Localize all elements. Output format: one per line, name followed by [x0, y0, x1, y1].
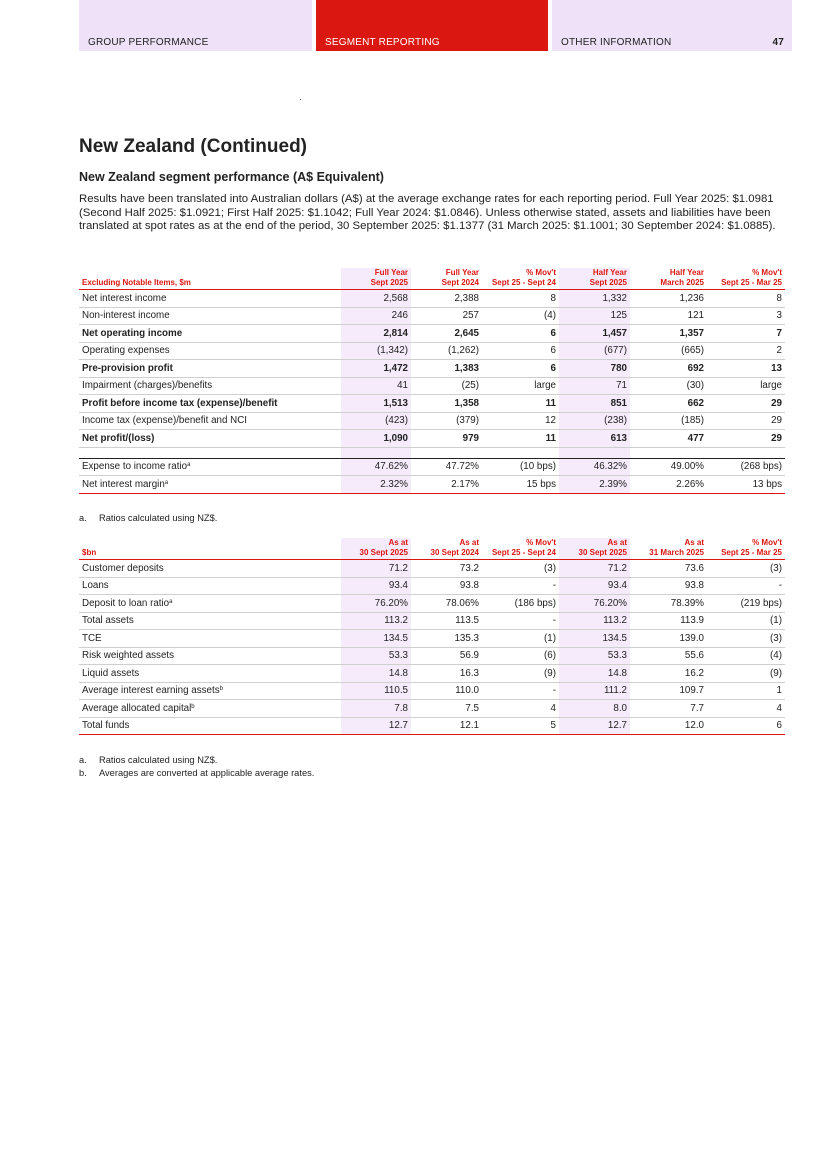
table-cell: 41	[341, 377, 411, 395]
footnote: a. Ratios calculated using NZ$.	[79, 513, 218, 523]
table-cell: 1	[707, 682, 785, 700]
table-cell: 7.5	[411, 700, 482, 718]
table-row	[79, 377, 785, 395]
row-label: Loans	[79, 577, 341, 595]
table-cell: (4)	[707, 647, 785, 665]
table-cell: (186 bps)	[482, 595, 559, 613]
table-row	[79, 717, 785, 735]
table-cell: (10 bps)	[482, 458, 559, 476]
row-label: Net interest income	[79, 290, 341, 308]
table-cell: 7.7	[630, 700, 707, 718]
table-cell: (379)	[411, 412, 482, 430]
tab-segment-reporting[interactable]	[316, 0, 548, 51]
table-cell: 6	[707, 717, 785, 735]
table-row	[79, 665, 785, 683]
table-cell: 53.3	[341, 647, 411, 665]
table-cell: 13 bps	[707, 476, 785, 494]
table-cell: 851	[559, 395, 630, 413]
table-cell: (238)	[559, 412, 630, 430]
table-cell: (268 bps)	[707, 458, 785, 476]
row-label: Non-interest income	[79, 307, 341, 325]
intro-paragraph: Results have been translated into Australian dollars (A$) at the average exchange rates for each reporting period. Full Year 2025: $1.0981 (Second Half 2025: $1.0921; First Half 2025: $1.1042; Full Year 2024: $1.0846). Unless otherwise stated, assets and liabilities have been translated at spot rates as at the end of the period, 30 September 2025: $1.1377 (31 March 2025: $1.1001; 30 September 2024: $1.0885).	[79, 193, 776, 233]
row-label: Pre-provision profit	[79, 360, 341, 378]
table-cell: 2.39%	[559, 476, 630, 494]
table1-footnotes	[79, 512, 217, 525]
table-cell: 1,383	[411, 360, 482, 378]
table-cell: 1,236	[630, 290, 707, 308]
table-cell: (1,342)	[341, 342, 411, 360]
table-cell: large	[482, 377, 559, 395]
table-cell: 4	[707, 700, 785, 718]
table-row	[79, 612, 785, 630]
table-cell: 13	[707, 360, 785, 378]
col-header: % Mov't Sept 25 - Mar 25	[721, 268, 782, 287]
table-cell: 6	[482, 325, 559, 343]
table-cell: -	[482, 612, 559, 630]
table-row	[79, 395, 785, 413]
table-cell: 16.3	[411, 665, 482, 683]
table-cell: 1,357	[630, 325, 707, 343]
table-cell: 135.3	[411, 630, 482, 648]
table-cell: (1)	[482, 630, 559, 648]
table-cell: 1,358	[411, 395, 482, 413]
table-row	[79, 700, 785, 718]
table-cell: (3)	[707, 630, 785, 648]
table-cell: 76.20%	[559, 595, 630, 613]
separator-row	[79, 447, 785, 458]
table-cell: (665)	[630, 342, 707, 360]
row-label: Average interest earning assets$^b$	[79, 682, 341, 700]
table-row	[79, 342, 785, 360]
table-cell: 113.9	[630, 612, 707, 630]
table-cell: 73.6	[630, 560, 707, 578]
table-cell: 8	[482, 290, 559, 308]
table-cell: (1)	[707, 612, 785, 630]
table-cell: 780	[559, 360, 630, 378]
table-cell: 12.1	[411, 717, 482, 735]
table-cell: 12	[482, 412, 559, 430]
table-cell: 55.6	[630, 647, 707, 665]
tab-label: OTHER INFORMATION	[561, 37, 672, 48]
footnote: b. Averages are converted at applicable average rates.	[79, 767, 315, 778]
row-label: Risk weighted assets	[79, 647, 341, 665]
table-cell: 979	[411, 430, 482, 448]
table-cell: 78.39%	[630, 595, 707, 613]
table-cell: (1,262)	[411, 342, 482, 360]
table-cell: 662	[630, 395, 707, 413]
table-cell: (3)	[707, 560, 785, 578]
table-cell: 93.8	[630, 577, 707, 595]
table-cell: 110.0	[411, 682, 482, 700]
table-cell: 11	[482, 395, 559, 413]
table-cell: 71.2	[559, 560, 630, 578]
table-cell: 29	[707, 430, 785, 448]
table-cell: 1,457	[559, 325, 630, 343]
row-label: Operating expenses	[79, 342, 341, 360]
col-header: % Mov't Sept 25 - Sept 24	[491, 538, 556, 557]
table-cell: (9)	[482, 665, 559, 683]
table-cell: 12.0	[630, 717, 707, 735]
table-cell: -	[482, 577, 559, 595]
row-label: Income tax (expense)/benefit and NCI	[79, 412, 341, 430]
row-label: Net profit/(loss)	[79, 430, 341, 448]
table-cell: (30)	[630, 377, 707, 395]
table-cell: 47.62%	[341, 458, 411, 476]
col-header: % Mov't Sept 25 - Mar 25	[721, 538, 782, 557]
table-cell: 134.5	[559, 630, 630, 648]
table-cell: 71.2	[341, 560, 411, 578]
row-label: Deposit to loan ratio$^a$	[79, 595, 341, 613]
footnote: a. Ratios calculated using NZ$.	[79, 755, 218, 765]
table-cell: 2.32%	[341, 476, 411, 494]
row-label: TCE	[79, 630, 341, 648]
table-cell: (677)	[559, 342, 630, 360]
col-header: As at 30 Sept 2025	[341, 538, 411, 560]
tab-label: SEGMENT REPORTING	[325, 37, 440, 48]
table-cell: 121	[630, 307, 707, 325]
row-label: Total funds	[79, 717, 341, 735]
table-cell: 6	[482, 360, 559, 378]
table-cell: 113.2	[341, 612, 411, 630]
table-cell: 47.72%	[411, 458, 482, 476]
row-label: Expense to income ratio$^a$	[79, 458, 341, 476]
table-cell: 46.32%	[559, 458, 630, 476]
table-cell: 109.7	[630, 682, 707, 700]
row-label: Liquid assets	[79, 665, 341, 683]
tab-group-performance[interactable]	[79, 0, 312, 51]
col-header: Half Year Sept 2025	[559, 268, 630, 290]
table-cell: 257	[411, 307, 482, 325]
table2-footnotes	[79, 754, 314, 779]
page-title: New Zealand (Continued)	[79, 136, 307, 157]
table-cell: 246	[341, 307, 411, 325]
table-cell: 2,645	[411, 325, 482, 343]
col-header: Full Year Sept 2025	[341, 268, 411, 290]
table-row	[79, 560, 785, 578]
row-label: Average allocated capital$^b$	[79, 700, 341, 718]
table-cell: (25)	[411, 377, 482, 395]
row-label: Profit before income tax (expense)/benefit	[79, 395, 341, 413]
table-header-row	[79, 268, 785, 290]
table-cell: 11	[482, 430, 559, 448]
table-cell: 4	[482, 700, 559, 718]
table-row	[79, 476, 785, 494]
table-cell: 7	[707, 325, 785, 343]
table-cell: 613	[559, 430, 630, 448]
table-cell: large	[707, 377, 785, 395]
table-cell: 12.7	[559, 717, 630, 735]
table-row	[79, 682, 785, 700]
table-row	[79, 325, 785, 343]
table-cell: 93.4	[559, 577, 630, 595]
table-cell: 110.5	[341, 682, 411, 700]
table-cell: 139.0	[630, 630, 707, 648]
header-label: Excluding Notable Items, $m	[82, 277, 191, 287]
table-cell: 8.0	[559, 700, 630, 718]
col-header: % Mov't Sept 25 - Sept 24	[491, 268, 556, 287]
balance-sheet-table	[79, 538, 785, 735]
table-row	[79, 577, 785, 595]
col-header: As at 31 March 2025	[649, 538, 704, 557]
table-cell: (423)	[341, 412, 411, 430]
table-cell: 14.8	[341, 665, 411, 683]
table-cell: 3	[707, 307, 785, 325]
tab-label: GROUP PERFORMANCE	[88, 37, 209, 48]
table-cell: 71	[559, 377, 630, 395]
table-cell: 111.2	[559, 682, 630, 700]
col-header: As at 30 Sept 2025	[559, 538, 630, 560]
table-cell: 49.00%	[630, 458, 707, 476]
table-cell: -	[707, 577, 785, 595]
table-cell: 78.06%	[411, 595, 482, 613]
row-label: Net interest margin$^a$	[79, 476, 341, 494]
col-header: Half Year March 2025	[660, 268, 704, 287]
table-row	[79, 307, 785, 325]
table-cell: 14.8	[559, 665, 630, 683]
table-cell: 29	[707, 412, 785, 430]
table-row	[79, 360, 785, 378]
table-cell: 56.9	[411, 647, 482, 665]
table-cell: 29	[707, 395, 785, 413]
table-cell: 93.8	[411, 577, 482, 595]
col-header: As at 30 Sept 2024	[430, 538, 479, 557]
row-label: Total assets	[79, 612, 341, 630]
table-cell: (185)	[630, 412, 707, 430]
table-cell: 16.2	[630, 665, 707, 683]
table-cell: -	[482, 682, 559, 700]
table-cell: 12.7	[341, 717, 411, 735]
table-cell: 1,332	[559, 290, 630, 308]
table-row	[79, 630, 785, 648]
table-header-row	[79, 538, 785, 560]
table-row	[79, 290, 785, 308]
table-cell: 1,513	[341, 395, 411, 413]
table-cell: (219 bps)	[707, 595, 785, 613]
table-cell: 692	[630, 360, 707, 378]
table-cell: 2	[707, 342, 785, 360]
table-cell: 2.17%	[411, 476, 482, 494]
tab-other-information[interactable]	[552, 0, 792, 51]
table-cell: 73.2	[411, 560, 482, 578]
segment-performance-table	[79, 268, 785, 494]
table-cell: (3)	[482, 560, 559, 578]
table-cell: 1,090	[341, 430, 411, 448]
section-subtitle: New Zealand segment performance (A$ Equivalent)	[79, 170, 384, 184]
table-cell: 113.2	[559, 612, 630, 630]
table-cell: 134.5	[341, 630, 411, 648]
table-cell: (4)	[482, 307, 559, 325]
table-row	[79, 458, 785, 476]
table-row	[79, 412, 785, 430]
table-cell: 2,568	[341, 290, 411, 308]
table-cell: 7.8	[341, 700, 411, 718]
table-cell: (9)	[707, 665, 785, 683]
table-row	[79, 595, 785, 613]
table-cell: 2.26%	[630, 476, 707, 494]
table-cell: 113.5	[411, 612, 482, 630]
table-cell: 8	[707, 290, 785, 308]
table-cell: 53.3	[559, 647, 630, 665]
row-label: Customer deposits	[79, 560, 341, 578]
table-cell: 5	[482, 717, 559, 735]
table-cell: (6)	[482, 647, 559, 665]
table-cell: 125	[559, 307, 630, 325]
table-cell: 15 bps	[482, 476, 559, 494]
stray-dot	[300, 99, 301, 100]
row-label: Net operating income	[79, 325, 341, 343]
table-cell: 2,814	[341, 325, 411, 343]
table-row	[79, 430, 785, 448]
header-label: $bn	[82, 547, 97, 557]
table-cell: 76.20%	[341, 595, 411, 613]
col-header: Full Year Sept 2024	[441, 268, 479, 287]
table-cell: 93.4	[341, 577, 411, 595]
table-cell: 2,388	[411, 290, 482, 308]
table-cell: 1,472	[341, 360, 411, 378]
table-cell: 6	[482, 342, 559, 360]
table-row	[79, 647, 785, 665]
table-cell: 477	[630, 430, 707, 448]
row-label: Impairment (charges)/benefits	[79, 377, 341, 395]
page-number: 47	[772, 37, 784, 48]
